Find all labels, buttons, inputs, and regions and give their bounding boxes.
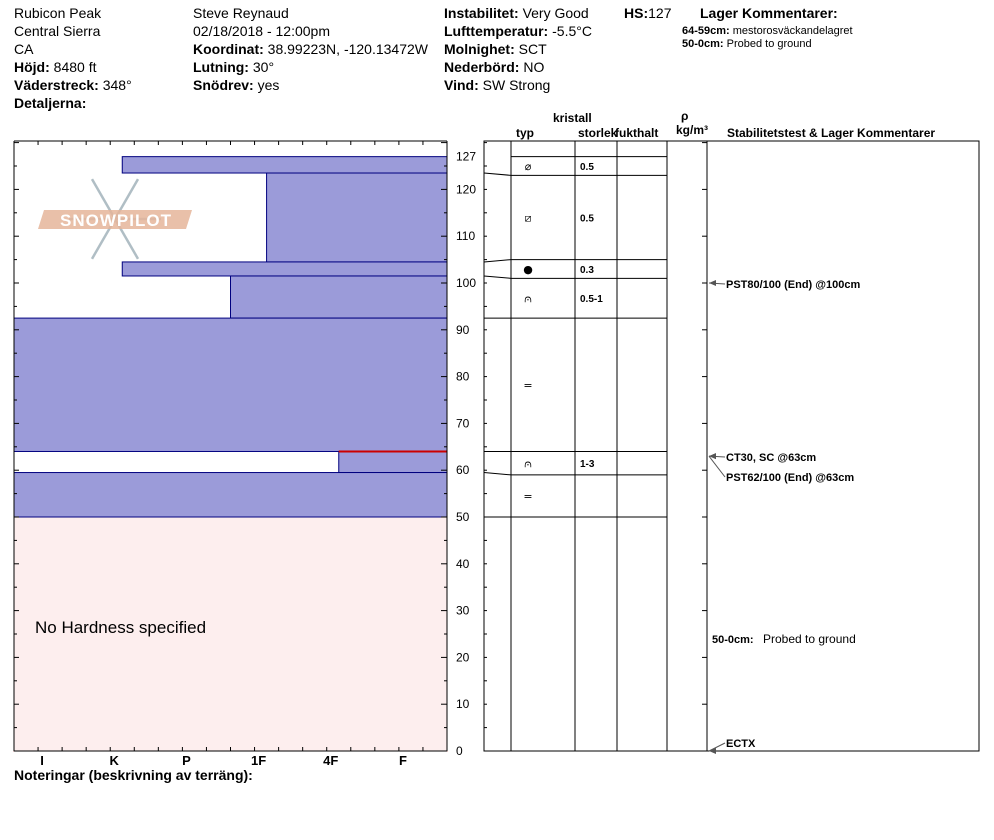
unspecified-label: No Hardness specified: [35, 618, 207, 637]
depth-tick-label: 10: [456, 697, 470, 712]
layer-comment-text: mestorosväckandelagret: [732, 25, 853, 37]
layer-connector: [484, 276, 511, 278]
hardness-layer: [14, 318, 447, 451]
header-tests: Stabilitetstest & Lager Kommentarer: [727, 126, 936, 140]
elevation-value: 8480 ft: [53, 59, 97, 75]
grain-type-symbol: =: [523, 378, 533, 392]
depth-tick-label: 70: [456, 416, 470, 431]
crystal-size: 0.5: [580, 162, 594, 173]
hardness-layer: [339, 451, 447, 472]
crystal-size: 0.3: [580, 264, 594, 276]
details-label: Detaljerna:: [14, 95, 87, 111]
grain-type-symbol: ●: [523, 262, 533, 276]
snowdrift-label: Snödrev:: [193, 77, 254, 93]
hardness-layer: [122, 262, 447, 276]
hardness-layer: [267, 173, 447, 262]
stability-label: Instabilitet:: [444, 5, 519, 21]
hs-value: 127: [648, 5, 672, 21]
depth-tick-label: 60: [456, 463, 470, 478]
logo-text: SNOWPILOT: [60, 211, 172, 230]
header-rho: ρ: [681, 109, 689, 123]
test-leader-line: [709, 456, 725, 477]
hardness-label: 4F: [323, 753, 339, 768]
slope-label: Lutning:: [193, 59, 249, 75]
stability-value: Very Good: [522, 5, 589, 21]
layer-comment-range: 64-59cm:: [682, 25, 730, 37]
coordinate-value: 38.99223N, -120.13472W: [267, 41, 428, 57]
crystal-size: 0.5-1: [580, 294, 603, 306]
mountain-range: Central Sierra: [14, 23, 101, 39]
table-comment-range: 50-0cm:: [712, 634, 754, 646]
depth-tick-label: 100: [456, 276, 477, 290]
hardness-label: 1F: [250, 753, 267, 768]
depth-tick-label: 120: [456, 182, 477, 197]
hardness-layer: [14, 473, 447, 517]
precip-label: Nederbörd:: [444, 59, 520, 75]
crystal-size: 1-3: [580, 459, 595, 471]
notes-label: Noteringar (beskrivning av terräng):: [14, 767, 253, 783]
stability-test-label: PST80/100 (End) @100cm: [726, 279, 861, 291]
precip-value: NO: [523, 59, 545, 75]
layer-comments-heading: Lager Kommentarer:: [700, 5, 838, 21]
snowdrift-value: yes: [257, 77, 280, 93]
depth-tick-label: 80: [456, 369, 470, 384]
grain-type-symbol: ⌀: [524, 160, 532, 173]
header-density: kg/m³: [676, 123, 709, 137]
stability-test-label: PST62/100 (End) @63cm: [726, 472, 855, 484]
coordinate-label: Koordinat:: [193, 41, 264, 57]
hardness-label: K: [109, 753, 119, 768]
depth-tick-label: 127: [456, 149, 477, 164]
aspect-label: Väderstreck:: [14, 77, 99, 93]
grain-type-symbol: =: [523, 489, 533, 503]
airtemp-value: -5.5°C: [552, 23, 592, 39]
wind-label: Vind:: [444, 77, 479, 93]
header-crystal-size: storlek: [578, 126, 618, 140]
depth-tick-label: 30: [456, 603, 470, 618]
state: CA: [14, 41, 34, 57]
observer-name: Steve Reynaud: [193, 5, 289, 21]
hardness-label: F: [398, 753, 407, 768]
header-moisture: fukthalt: [615, 126, 659, 140]
test-leader-line: [709, 743, 725, 751]
depth-tick-label: 110: [456, 229, 476, 244]
header-crystal: kristall: [553, 111, 592, 125]
depth-tick-label: 20: [456, 650, 470, 665]
elevation-label: Höjd:: [14, 59, 50, 75]
sky-value: SCT: [518, 41, 547, 57]
aspect-value: 348°: [102, 77, 132, 93]
hardness-layer: [231, 276, 448, 318]
wind-value: SW Strong: [482, 77, 551, 93]
layer-connector: [484, 260, 511, 262]
depth-tick-label: 50: [456, 510, 470, 524]
layer-comment-range: 50-0cm:: [682, 38, 724, 50]
observation-datetime: 02/18/2018 - 12:00pm: [193, 23, 330, 39]
depth-tick-label: 40: [456, 556, 470, 571]
depth-tick-label: 0: [456, 744, 463, 758]
hardness-label: P: [182, 753, 191, 768]
layer-connector: [484, 173, 511, 175]
stability-test-label: ECTX: [726, 738, 756, 750]
hardness-label: I: [40, 753, 44, 768]
header-type: typ: [516, 126, 534, 140]
layer-connector: [484, 473, 511, 475]
stability-test-label: CT30, SC @63cm: [726, 452, 817, 464]
grain-type-symbol: ⧄: [524, 211, 532, 225]
crystal-size: 0.5: [580, 213, 594, 225]
layer-table-frame: [484, 141, 979, 751]
grain-type-symbol: ⩀: [524, 292, 532, 306]
table-comment-text: Probed to ground: [763, 632, 856, 646]
slope-value: 30°: [252, 59, 275, 75]
location-name: Rubicon Peak: [14, 5, 102, 21]
sky-label: Molnighet:: [444, 41, 515, 57]
hs-label: HS:: [624, 5, 649, 21]
grain-type-symbol: ⩀: [524, 457, 532, 471]
test-arrow-icon: [709, 280, 716, 286]
layer-comment-text: Probed to ground: [726, 38, 812, 50]
airtemp-label: Lufttemperatur:: [444, 23, 549, 39]
depth-tick-label: 90: [456, 322, 470, 337]
hardness-layer: [122, 157, 447, 173]
